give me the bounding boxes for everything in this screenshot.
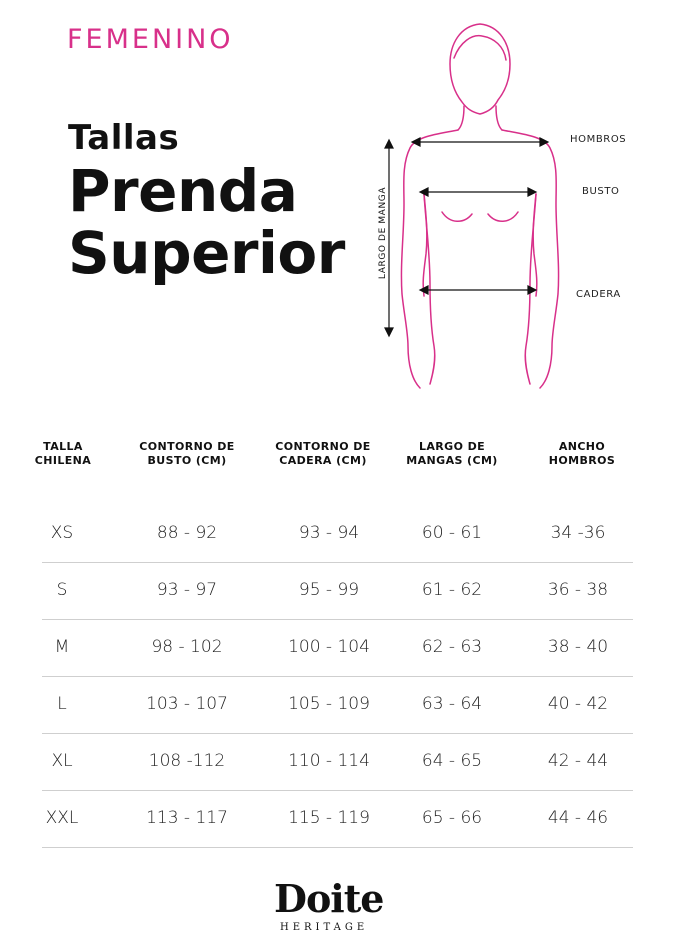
shoulders-cell: 44 - 46: [547, 808, 609, 828]
shoulders-cell: 42 - 44: [547, 751, 609, 771]
sleeve-cell: 63 - 64: [421, 694, 483, 714]
hip-cell: 95 - 99: [298, 580, 360, 600]
sleeve-cell: 62 - 63: [421, 637, 483, 657]
sleeve-cell: 60 - 61: [421, 523, 483, 543]
shoulders-label: HOMBROS: [570, 134, 627, 145]
table-row: [0, 506, 681, 563]
shoulders-cell: 40 - 42: [547, 694, 609, 714]
bust-cell: 98 - 102: [151, 637, 223, 657]
hip-cell: 93 - 94: [298, 523, 360, 543]
bust-cell: 108 -112: [148, 751, 226, 771]
shoulders-cell: 34 -36: [550, 523, 606, 543]
title-main: [68, 157, 345, 287]
brand-logo: [272, 876, 412, 946]
size-cell: S: [56, 580, 68, 600]
bust-cell: 93 - 97: [156, 580, 218, 600]
title-prenda: Prenda: [68, 157, 298, 225]
sleeve-cell: 61 - 62: [421, 580, 483, 600]
size-cell: XS: [50, 523, 74, 543]
shoulders-cell: 36 - 38: [547, 580, 609, 600]
size-cell: XL: [51, 751, 73, 771]
brand-name: Doite: [274, 876, 384, 921]
hip-cell: 105 - 109: [288, 694, 370, 714]
header-shoulders: ANCHO HOMBROS: [548, 440, 616, 467]
hip-label: CADERA: [576, 289, 621, 300]
hip-cell: 110 - 114: [288, 751, 370, 771]
row-divider: [42, 847, 633, 848]
header-size: TALLA CHILENA: [34, 440, 92, 467]
header-bust: CONTORNO DE BUSTO (CM): [139, 440, 235, 467]
size-cell: XXL: [45, 808, 79, 828]
title-superior: Superior: [68, 219, 345, 287]
size-cell: L: [57, 694, 67, 714]
body-silhouette-icon: [372, 14, 672, 394]
sleeve-cell: 64 - 65: [421, 751, 483, 771]
hip-cell: 115 - 119: [288, 808, 370, 828]
size-cell: M: [54, 637, 70, 657]
header-sleeve: LARGO DE MANGAS (CM): [406, 440, 498, 467]
bust-cell: 88 - 92: [156, 523, 218, 543]
table-row: [0, 791, 681, 848]
brand-tagline: HERITAGE: [280, 922, 369, 933]
table-row: [0, 563, 681, 620]
title-tallas: Tallas: [68, 118, 180, 158]
table-row: [0, 677, 681, 734]
category-label: FEMENINO: [67, 24, 234, 55]
header-hip: CONTORNO DE CADERA (CM): [275, 440, 371, 467]
table-row: [0, 734, 681, 791]
bust-cell: 103 - 107: [146, 694, 228, 714]
sleeve-length-label: LARGO DE MANGA: [378, 186, 388, 280]
bust-cell: 113 - 117: [146, 808, 228, 828]
shoulders-cell: 38 - 40: [547, 637, 609, 657]
hip-cell: 100 - 104: [288, 637, 370, 657]
sleeve-cell: 65 - 66: [421, 808, 483, 828]
bust-label: BUSTO: [582, 186, 620, 197]
table-row: [0, 620, 681, 677]
